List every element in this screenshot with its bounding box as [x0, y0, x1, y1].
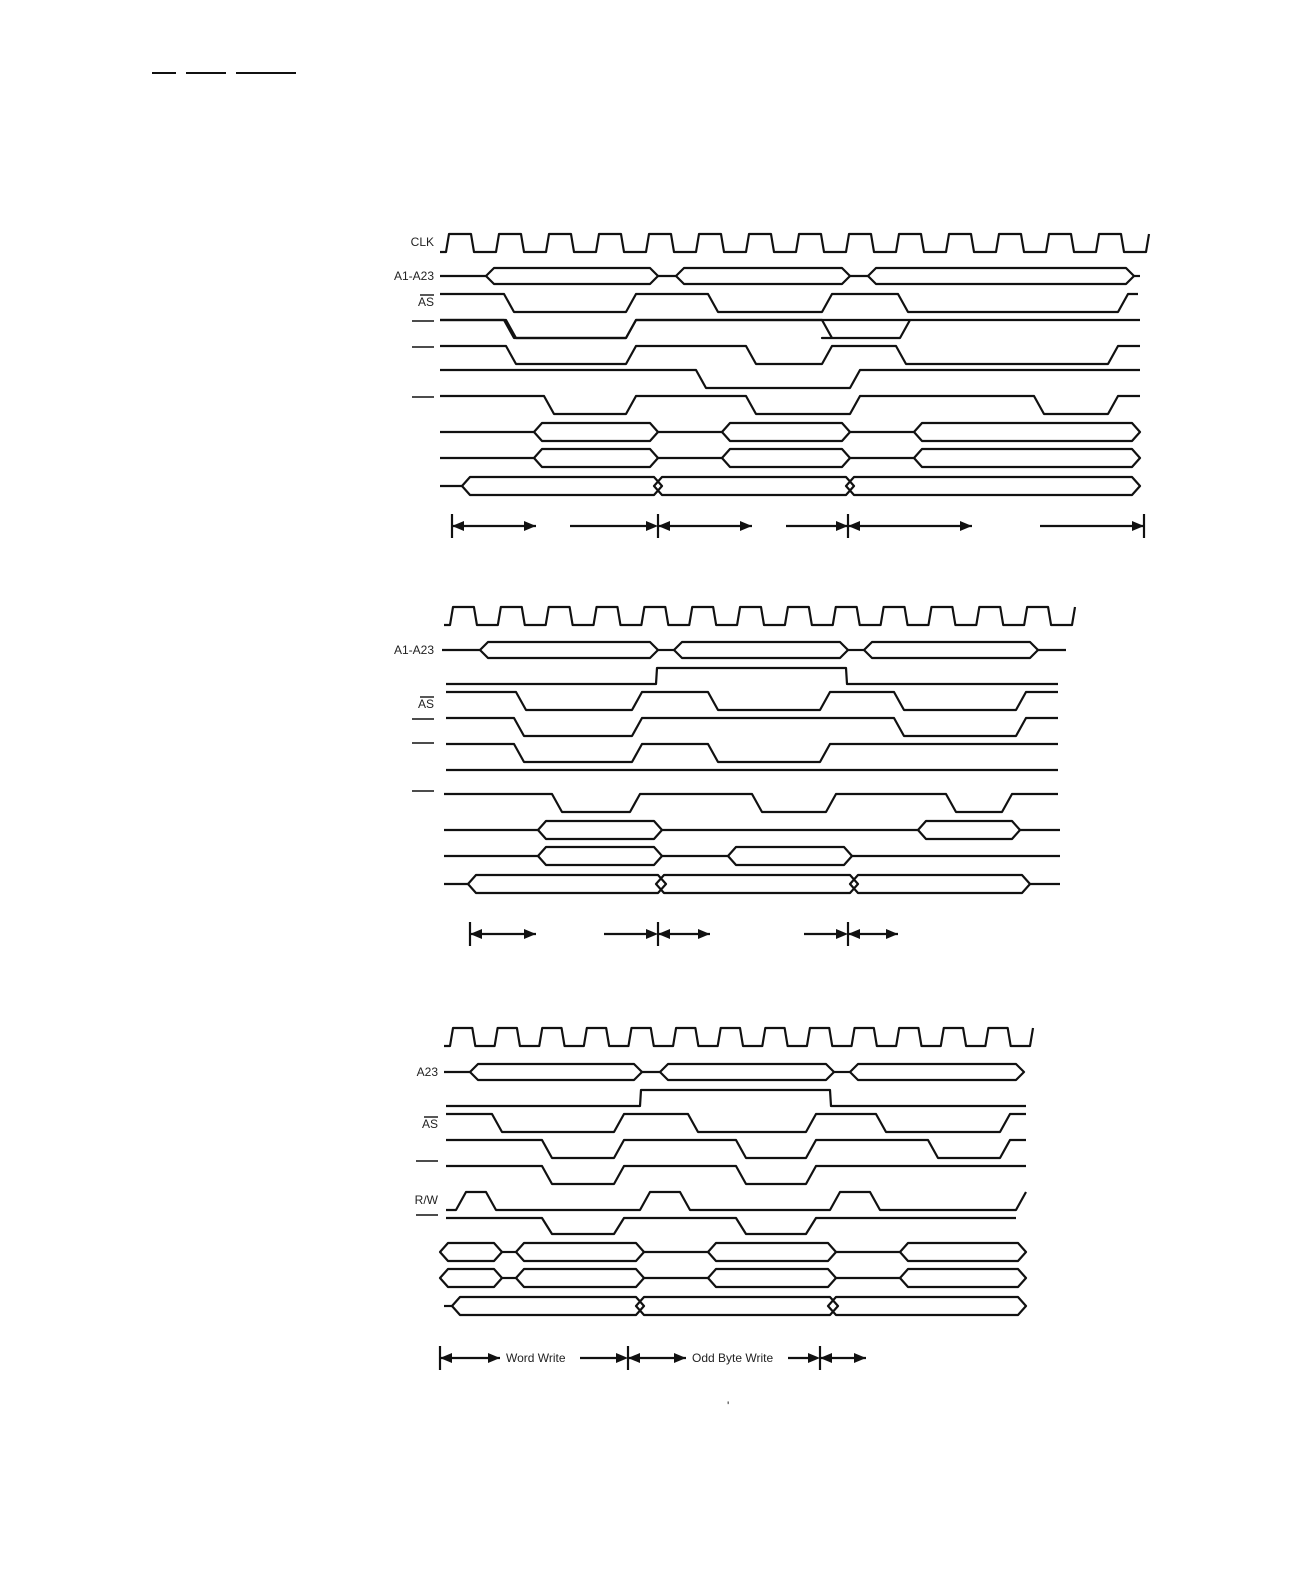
- d2-signal-5: [446, 718, 1058, 736]
- d1-data-bus-b-valid: [534, 449, 658, 467]
- d1-data-bus-a-valid: [722, 423, 850, 441]
- d3-cycle-label-word-write: Word Write: [506, 1351, 566, 1365]
- d1-cycle-2-left-arrow-right: [740, 521, 752, 531]
- d3-signal-label: R/W: [414, 1193, 438, 1207]
- d2-address-bus-valid: [674, 642, 848, 658]
- d1-signal-6: [440, 370, 1140, 388]
- d2-cycle-1-left-arrow-right: [524, 929, 536, 939]
- d1-data-bus-c-valid: [846, 477, 1140, 495]
- d3-cycle-label-odd-byte-write: Odd Byte Write: [692, 1351, 774, 1365]
- d3-signal-3: [446, 1090, 1026, 1106]
- d3-data-bus-c-valid: [636, 1297, 838, 1315]
- d1-signal-label: CLK: [410, 235, 434, 249]
- d3-cycle-3-left-arrow-left: [820, 1353, 832, 1363]
- d3-data-bus-b-valid: [516, 1269, 644, 1287]
- timing-diagram-1: [394, 234, 1149, 538]
- d2-cycle-2-left-arrow-right: [698, 929, 710, 939]
- d2-address-bus-valid: [480, 642, 658, 658]
- d1-data-bus-c-valid: [462, 477, 662, 495]
- d1-signal-label: AS: [417, 295, 434, 309]
- d3-data-bus-c-valid: [452, 1297, 644, 1315]
- d3-arrow: [616, 1353, 628, 1363]
- d1-signal-4b: [440, 320, 1140, 338]
- d2-data-bus-b-valid: [728, 847, 852, 865]
- d2-signal-3: [446, 668, 1058, 684]
- d3-signal-5: [446, 1140, 1026, 1158]
- d2-as-line: [446, 692, 1058, 710]
- d2-address-bus-valid: [864, 642, 1038, 658]
- d1-signal-7: [440, 396, 1140, 414]
- d2-data-bus-c-valid: [468, 875, 666, 893]
- d3-data-bus-b-valid: [440, 1269, 502, 1287]
- d2-signal-6: [446, 744, 1058, 762]
- d3-cycle-1-left-arrow-right: [488, 1353, 500, 1363]
- d2-signal-label: AS: [417, 697, 434, 711]
- d2-data-bus-b-valid: [538, 847, 662, 865]
- d3-data-bus-a-valid: [516, 1243, 644, 1261]
- d1-address-bus-valid: [868, 268, 1134, 284]
- d1-as-line: [440, 294, 1138, 312]
- d3-signal-6: [446, 1166, 1026, 1184]
- d1-arrow: [1132, 521, 1144, 531]
- d1-signal-label: A1-A23: [393, 269, 434, 283]
- d1-address-bus-valid: [676, 268, 850, 284]
- d3-data-bus-a-valid: [708, 1243, 836, 1261]
- d2-cycle-3-left-arrow-left: [848, 929, 860, 939]
- d3-data-bus-b-valid: [708, 1269, 836, 1287]
- d2-data-bus-a-valid: [538, 821, 662, 839]
- d1-cycle-2-left-arrow-left: [658, 521, 670, 531]
- d3-cycle-2-left-arrow-right: [674, 1353, 686, 1363]
- d1-cycle-3-left-arrow-left: [848, 521, 860, 531]
- d3-arrow: [808, 1353, 820, 1363]
- d3-signal-label: AS: [421, 1117, 438, 1131]
- d1-arrow: [836, 521, 848, 531]
- d2-signal-8: [444, 794, 1058, 812]
- d2-arrow: [646, 929, 658, 939]
- clock-waveform: [444, 607, 1075, 625]
- d3-data-bus-c-valid: [828, 1297, 1026, 1315]
- d2-data-bus-c-valid: [850, 875, 1030, 893]
- d1-cycle-1-left-arrow-right: [524, 521, 536, 531]
- d3-address-bus-valid: [660, 1064, 834, 1080]
- clock-waveform: [444, 1028, 1033, 1046]
- d3-as-line: [446, 1114, 1026, 1132]
- d1-arrow: [646, 521, 658, 531]
- d2-arrow: [836, 929, 848, 939]
- d1-data-bus-b-valid: [914, 449, 1140, 467]
- d1-cycle-3-left-arrow-right: [960, 521, 972, 531]
- d1-data-bus-b-valid: [722, 449, 850, 467]
- d1-data-bus-c-valid: [654, 477, 854, 495]
- d3-address-bus-valid: [470, 1064, 642, 1080]
- d3-signal-8: [446, 1218, 1016, 1234]
- d3-address-bus-valid: [850, 1064, 1024, 1080]
- page-mark: ': [727, 1399, 730, 1413]
- d2-cycle-3-left-arrow-right: [886, 929, 898, 939]
- d3-data-bus-a-valid: [440, 1243, 502, 1261]
- timing-diagram-3: [415, 1028, 1033, 1370]
- d2-cycle-2-left-arrow-left: [658, 929, 670, 939]
- d1-cycle-1-left-arrow-left: [452, 521, 464, 531]
- d3-cycle-1-left-arrow-left: [440, 1353, 452, 1363]
- d3-rw-line: [446, 1192, 1026, 1210]
- d1-data-bus-a-valid: [914, 423, 1140, 441]
- d1-address-bus-valid: [486, 268, 658, 284]
- d2-data-bus-c-valid: [656, 875, 858, 893]
- d2-data-bus-a-valid: [918, 821, 1020, 839]
- d3-cycle-3-left-arrow-right: [854, 1353, 866, 1363]
- d3-data-bus-b-valid: [900, 1269, 1026, 1287]
- d2-signal-label: A1-A23: [393, 643, 434, 657]
- d1-signal-5: [440, 346, 1140, 364]
- d3-data-bus-a-valid: [900, 1243, 1026, 1261]
- timing-diagram-2: [394, 607, 1075, 946]
- d1-data-bus-a-valid: [534, 423, 658, 441]
- d3-cycle-2-left-arrow-left: [628, 1353, 640, 1363]
- clock-waveform: [440, 234, 1149, 252]
- d3-signal-label: A23: [416, 1065, 438, 1079]
- d2-cycle-1-left-arrow-left: [470, 929, 482, 939]
